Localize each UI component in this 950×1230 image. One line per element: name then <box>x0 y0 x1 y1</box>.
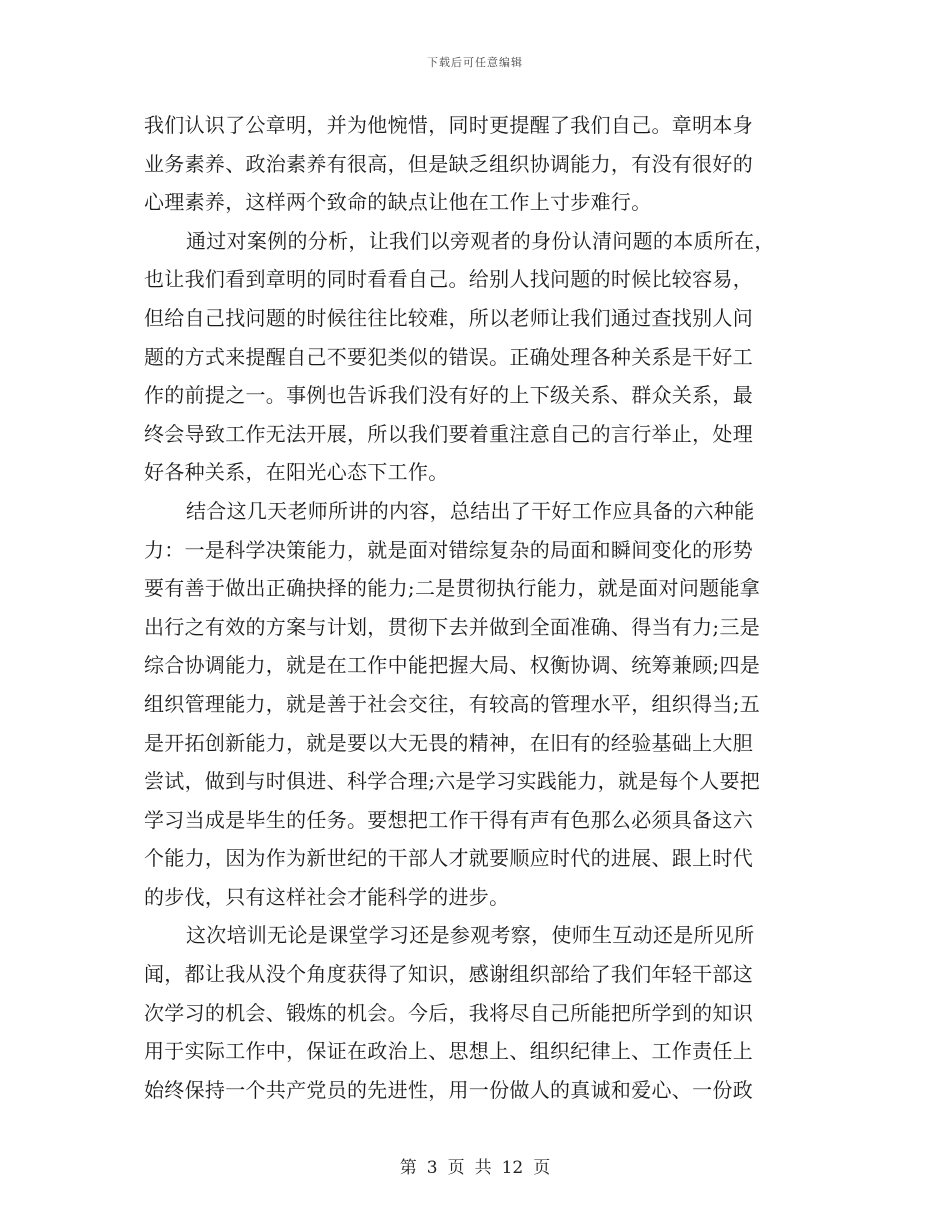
text-line: 次学习的机会、锻炼的机会。今后，我将尽自己所能把所学到的知识 <box>144 1000 753 1025</box>
text-line: 要有善于做出正确抉择的能力;二是贯彻执行能力，就是面对问题能拿 <box>144 576 761 601</box>
footer-di: 第 <box>399 1158 417 1178</box>
text-line: 作的前提之一。事例也告诉我们没有好的上下级关系、群众关系，最 <box>144 383 753 408</box>
text-line: 业务素养、政治素养有很高，但是缺乏组织协调能力，有没有很好的 <box>144 151 753 176</box>
text-line: 闻，都让我从没个角度获得了知识，感谢组织部给了我们年轻干部这 <box>144 962 753 987</box>
text-line: 的步伐，只有这样社会才能科学的进步。 <box>144 884 510 909</box>
footer-total-pages: 12 <box>501 1158 524 1178</box>
text-line: 是开拓创新能力，就是要以大无畏的精神，在旧有的经验基础上大胆 <box>144 730 753 755</box>
paragraph-start-line: 这次培训无论是课堂学习还是参观考察，使师生互动还是所见所 <box>186 923 755 948</box>
text-line: 组织管理能力，就是善于社会交往，有较高的管理水平，组织得当;五 <box>144 691 761 716</box>
footer-ye: 页 <box>533 1158 551 1178</box>
text-line: 尝试，做到与时俱进、科学合理;六是学习实践能力，就是每个人要把 <box>144 769 761 794</box>
text-line: 也让我们看到章明的同时看看自己。给别人找问题的时候比较容易， <box>144 267 753 292</box>
paragraph-start-line: 结合这几天老师所讲的内容，总结出了干好工作应具备的六种能 <box>186 498 755 523</box>
text-line: 好各种关系，在阳光心态下工作。 <box>144 460 449 485</box>
page-footer <box>0 1153 950 1178</box>
text-line: 力：一是科学决策能力，就是面对错综复杂的局面和瞬间变化的形势 <box>144 537 753 562</box>
footer-ye: 页 <box>447 1158 465 1178</box>
footer-gong: 共 <box>474 1158 492 1178</box>
text-line: 综合协调能力，就是在工作中能把握大局、权衡协调、统筹兼顾;四是 <box>144 653 761 678</box>
text-line: 题的方式来提醒自己不要犯类似的错误。正确处理各种关系是干好工 <box>144 344 753 369</box>
text-line: 始终保持一个共产党员的先进性，用一份做人的真诚和爱心、一份政 <box>144 1077 753 1102</box>
paragraph-start-line: 通过对案例的分析，让我们以旁观者的身份认清问题的本质所在， <box>186 228 775 253</box>
text-line: 终会导致工作无法开展，所以我们要着重注意自己的言行举止，处理 <box>144 421 753 446</box>
text-line: 用于实际工作中，保证在政治上、思想上、组织纪律上、工作责任上 <box>144 1039 753 1064</box>
text-line: 学习当成是毕生的任务。要想把工作干得有声有色那么必须具备这六 <box>144 807 753 832</box>
text-line: 个能力，因为作为新世纪的干部人才就要顺应时代的进展、跟上时代 <box>144 846 753 871</box>
footer-page-number: 3 <box>426 1158 438 1178</box>
text-line: 出行之有效的方案与计划，贯彻下去并做到全面准确、得当有力;三是 <box>144 614 761 639</box>
document-body <box>144 106 804 1109</box>
text-line: 但给自己找问题的时候往往比较难，所以老师让我们通过查找别人问 <box>144 305 753 330</box>
text-line: 心理素养，这样两个致命的缺点让他在工作上寸步难行。 <box>144 190 652 215</box>
text-line: 我们认识了公章明，并为他惋惜，同时更提醒了我们自己。章明本身 <box>144 113 753 137</box>
page-header-note: 下载后可任意编辑 <box>427 56 523 69</box>
